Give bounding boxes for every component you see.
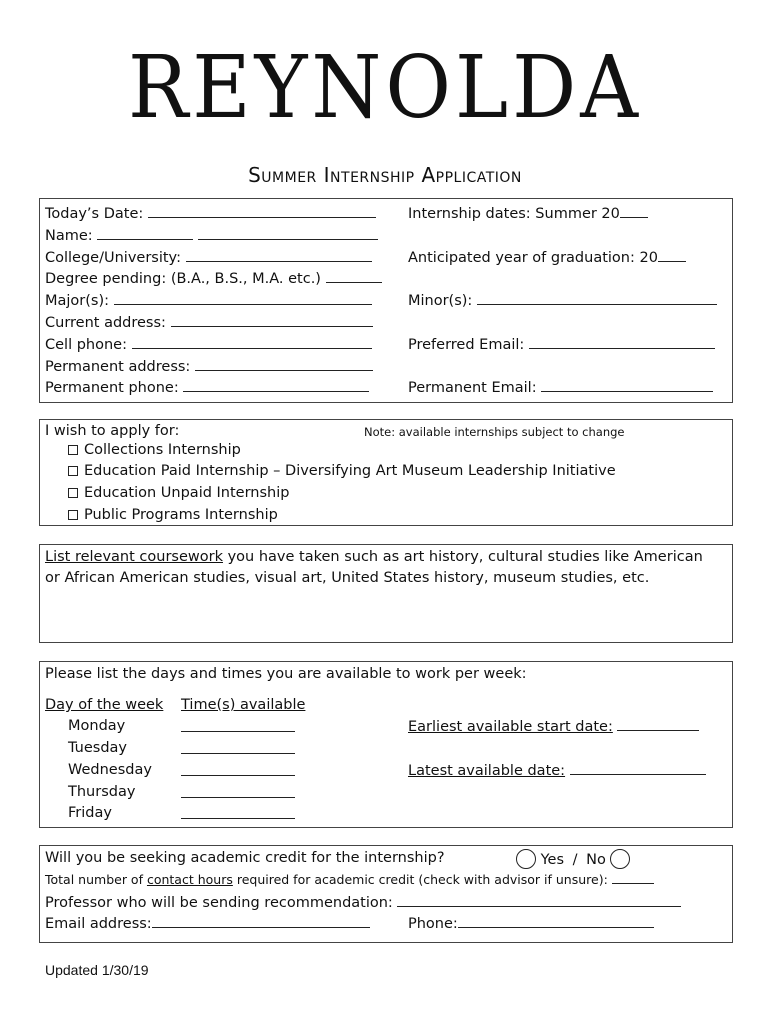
email-field[interactable] [45,914,370,933]
credit-question: Will you be seeking academic credit for the internship? [45,850,445,866]
day-wednesday: Wednesday [68,762,152,778]
permanent-email-label: Permanent Email: [408,380,537,396]
time-input-wednesday[interactable] [181,762,295,776]
credit-yes-label: Yes [540,852,565,868]
college-field[interactable] [45,248,372,267]
latest-date-field[interactable] [408,761,706,780]
professor-field[interactable] [45,893,681,912]
form-title: Summer Internship Application [248,163,522,187]
permanent-address-field[interactable] [45,357,373,376]
updated-date: Updated 1/30/19 [45,962,149,978]
time-input-tuesday[interactable] [181,740,295,754]
name-label: Name: [45,228,93,244]
todays-date-label: Today’s Date: [45,206,144,222]
professor-label: Professor who will be sending recommendation: [45,895,393,911]
apply-note: Note: available internships subject to change [364,425,625,439]
option-label: Education Paid Internship – Diversifying Art Museum Leadership Initiative [84,463,616,479]
education-unpaid-checkbox[interactable] [68,488,78,498]
degree-field[interactable] [45,269,382,288]
coursework-line-2: or African American studies, visual art, United States history, museum studies, etc. [45,570,650,586]
day-tuesday: Tuesday [68,740,127,756]
internship-dates-field[interactable] [408,204,648,223]
grad-year-field[interactable] [408,248,686,267]
credit-no-radio[interactable] [610,849,630,869]
current-address-field[interactable] [45,313,373,332]
option-label: Education Unpaid Internship [84,485,290,501]
cell-phone-label: Cell phone: [45,337,127,353]
education-paid-checkbox[interactable] [68,466,78,476]
phone-field[interactable] [408,914,654,933]
day-friday: Friday [68,805,112,821]
earliest-start-field[interactable] [408,717,699,736]
email-label: Email address: [45,916,152,932]
contact-hours-field[interactable]: Total number of contact hours required for academic credit (check with advisor if unsure): [45,871,654,889]
latest-date-label: Latest available date: [408,763,566,779]
time-input-monday[interactable] [181,718,295,732]
todays-date-field[interactable] [45,204,376,223]
preferred-email-label: Preferred Email: [408,337,525,353]
college-label: College/University: [45,250,181,266]
collections-checkbox[interactable] [68,445,78,455]
coursework-line-1: List relevant coursework you have taken such as art history, cultural studies like American [45,549,703,565]
permanent-phone-label: Permanent phone: [45,380,179,396]
credit-slash: / [572,852,578,868]
day-thursday: Thursday [68,784,136,800]
reynolda-logo: REYNOLDA [127,37,643,138]
majors-label: Major(s): [45,293,110,309]
availability-prompt: Please list the days and times you are available to work per week: [45,666,527,682]
time-input-thursday[interactable] [181,784,295,798]
name-field[interactable] [45,226,378,245]
earliest-start-label: Earliest available start date: [408,719,613,735]
day-monday: Monday [68,718,126,734]
coursework-heading: List relevant coursework [45,549,223,565]
degree-label: Degree pending: (B.A., B.S., M.A. etc.) [45,271,321,287]
internship-dates-label: Internship dates: Summer 20 [408,206,620,222]
availability-section [39,661,733,828]
option-public-programs[interactable] [68,506,278,524]
permanent-email-field[interactable] [408,378,713,397]
preferred-email-field[interactable] [408,335,715,354]
time-input-friday[interactable] [181,805,295,819]
day-column-header: Day of the week [45,697,164,713]
permanent-address-label: Permanent address: [45,359,191,375]
permanent-phone-field[interactable] [45,378,369,397]
public-programs-checkbox[interactable] [68,510,78,520]
time-column-header: Time(s) available [181,697,306,713]
option-education-unpaid[interactable] [68,484,289,502]
current-address-label: Current address: [45,315,166,331]
option-label: Collections Internship [84,442,241,458]
option-collections[interactable] [68,441,241,459]
minors-field[interactable] [408,291,717,310]
credit-yes-no [516,849,630,869]
cell-phone-field[interactable] [45,335,372,354]
majors-field[interactable] [45,291,372,310]
grad-year-label: Anticipated year of graduation: 20 [408,250,658,266]
option-education-paid[interactable] [68,462,616,480]
apply-label: I wish to apply for: [45,423,180,439]
minors-label: Minor(s): [408,293,473,309]
option-label: Public Programs Internship [84,507,278,523]
credit-no-label: No [586,852,606,868]
phone-label: Phone: [408,916,458,932]
credit-yes-radio[interactable] [516,849,536,869]
